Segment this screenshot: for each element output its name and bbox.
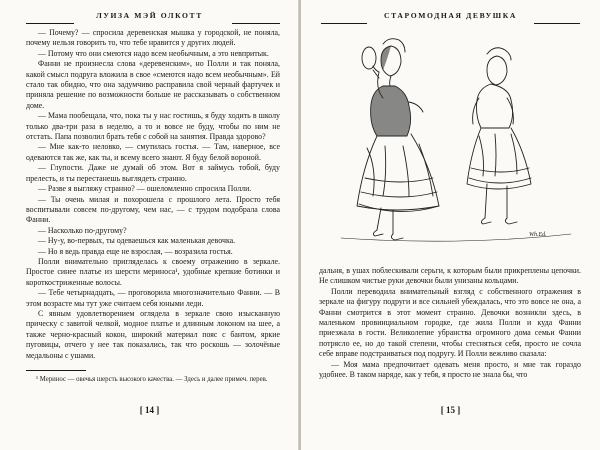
paragraph: — Потому что они смеются надо всем необычным, а это невпритык. (38, 48, 269, 58)
header-rule (534, 23, 580, 24)
header-rule (232, 23, 280, 24)
body-text-left (26, 28, 280, 361)
paragraph: — Мама пообещала, что, пока ты у нас гостишь, я буду ходить в школу только два-три раза в неделю, а то и вовсе не буду, чтобы по ним не отстать. Папа позволил брать тебя с собой на занятия. Правда здорово? (26, 111, 280, 142)
right-page (301, 0, 600, 450)
header-title: ЛУИЗА МЭЙ ОЛКОТТ (96, 11, 203, 20)
running-header-left (0, 11, 299, 20)
body-text-right (319, 266, 581, 380)
paragraph: дальня, в ушах поблескивали серьги, к которым были прикреплены цепочки. Не слишком чистые руки девочки были унизаны кольцами. (319, 266, 581, 286)
paragraph: — Тебе четырнадцать, — проговорила многозначительно Фанни. — В этом возрасте мы тут уже считаем себя юными леди. (26, 288, 280, 308)
footnote-text: ¹ Меринос — овечья шерсть высокого качества. — Здесь и далее примеч. перев. (36, 376, 268, 383)
paragraph: Полли внимательно пригляделась к своему отражению в зеркале. Простое синее платье из шерсти мериноса¹, удобные крепкие ботинки и короткостриженные волосы. (26, 256, 280, 287)
footnote-rule (26, 370, 86, 371)
paragraph: — Ты очень милая и похорошела с прошлого лета. Просто тебя воспитывали совсем по-другому, чем нас, — с трудом подобрала слова Фанни. (26, 194, 280, 225)
illustrator-signature: Wh.Ed. (529, 232, 547, 238)
footnote (26, 375, 280, 384)
paragraph: — Моя мама предпочитает одевать меня просто, и мне так гораздо удобнее. В таком наряде, как у тебя, я просто не знала бы, что (319, 359, 581, 380)
page-number-left: [ 14 ] (139, 405, 160, 415)
header-rule (321, 23, 367, 24)
paragraph: Фанни не произнесла слова «деревенским», но Полли и так поняла, какой смысл подруга вложила в свое «смеются надо всем необычным». Ей стало так обидно, что она задумчиво расправила свой черный фартучек и приняла решение по возможности больше не рассказывать о собственном доме. (26, 59, 280, 110)
left-page (0, 0, 299, 450)
illustration-two-girls (321, 28, 583, 260)
page-number-right: [ 15 ] (440, 405, 461, 415)
running-header-right (301, 11, 600, 20)
paragraph: — Разве я выгляжу странно? — ошеломленно спросила Полли. (38, 184, 252, 194)
paragraph: — Насколько по-другому? (38, 225, 127, 235)
paragraph: Полли переводила внимательный взгляд с собственного отражения в зеркале на фигуру подруги и все сильней убеждалась, что это вовсе не она, а Фанни смотрится в этот момент странно. Девочки возникли здесь, в маленьком провинциальном городке, где жила Полли и куда Фанни приезжала в гости. Великолепие убранства огромного дома семьи Фанни потрясло ее, но до такой степени, чтобы стесняться себя, просто не сочла себе вправе подстраиваться под подругу. И Полли вежливо сказала: (319, 286, 581, 359)
paragraph: — Мне как-то неловко, — смутилась гостья. — Там, наверное, все одеваются так же, как ты, и всему всего знают. Я буду белой вороной. (26, 142, 280, 162)
header-rule (26, 23, 74, 24)
paragraph: — Но я ведь правда еще не взрослая, — возразила гостья. (38, 246, 233, 256)
paragraph: С явным удовлетворением оглядела в зеркале свою изысканную прическу с завитой челкой, модное платье и длинным локоном на шее, а также черно-красный кокон, широкий материал пояс с бантом, яркие пуговицы, отчего у нее так показались, так что роскошь — золочёные медальоны с ушами. (26, 308, 280, 360)
paragraph: — Глупости. Даже не думай об этом. Вот я займусь тобой, буду прелесть, и ты перестанешь выглядеть странно. (26, 163, 280, 183)
paragraph: — Ну-у, во-первых, ты одеваешься как маленькая девочка. (38, 236, 236, 246)
paragraph: — Почему? — спросила деревенская мышка у городской, не поняла, почему нельзя говорить то, что тебе нравится у других людей. (26, 28, 280, 48)
header-title: СТАРОМОДНАЯ ДЕВУШКА (384, 11, 517, 20)
